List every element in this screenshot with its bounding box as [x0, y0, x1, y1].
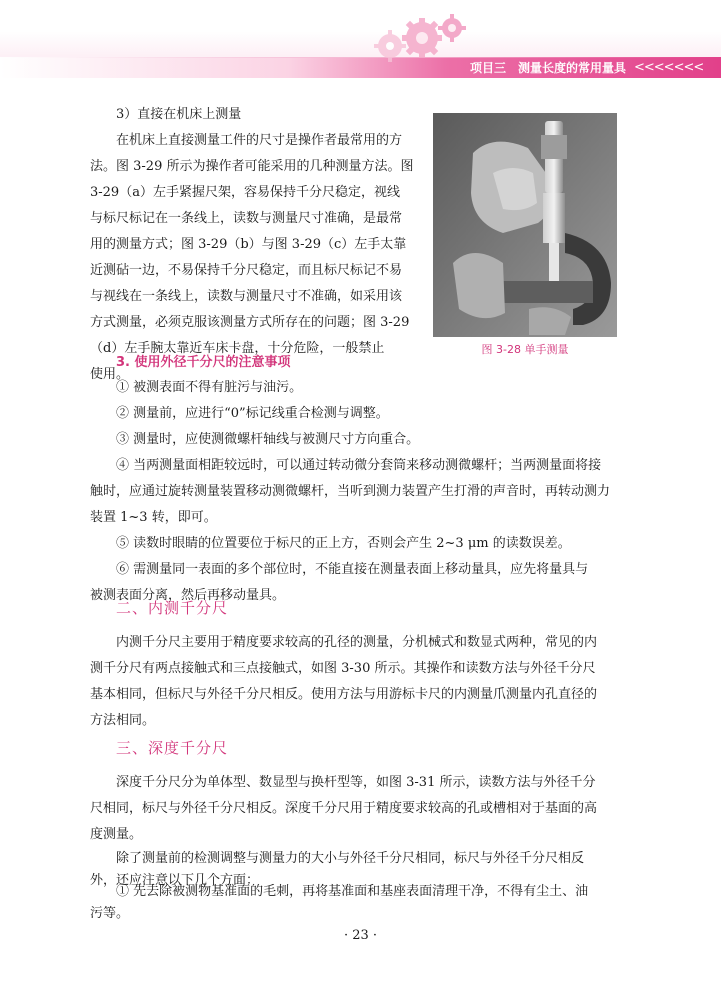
depth-paragraph-3 [90, 881, 635, 925]
text-line: 内测千分尺主要用于精度要求较高的孔径的测量，分机械式和数显式两种，常见的内 [116, 635, 598, 650]
text-line: 法。图 3-29 所示为操作者可能采用的几种测量方法。图 [90, 159, 414, 174]
note-item-line: 被测表面分离，然后再移动量具。 [90, 588, 286, 603]
note-item-line: 装置 1~3 转，即可。 [90, 510, 217, 525]
text-line: 与标尺标记在一条线上，读数与测量尺寸准确，是最常 [90, 211, 403, 226]
text-line: 尺相同，标尺与外径千分尺相反。深度千分尺用于精度要求较高的孔或槽相对于基面的高 [90, 801, 598, 816]
note-item-line: ③ 测量时，应使测微螺杆轴线与被测尺寸方向重合。 [116, 432, 420, 447]
text-line: 方法相同。 [90, 713, 156, 728]
depth-paragraph-1 [90, 770, 635, 848]
figure-caption: 图 3-28 单手测量 [481, 343, 569, 356]
note-item-line: ② 测量前，应进行“0”标记线重合检测与调整。 [116, 406, 389, 421]
header-title [470, 58, 626, 78]
direct-measure-heading: 3）直接在机床上测量 [116, 107, 242, 122]
note-item-line: ① 被测表面不得有脏污与油污。 [116, 380, 303, 395]
micrometer-photo-image [433, 113, 617, 337]
text-line: （d）左手腕太靠近车床卡盘，十分危险，一般禁止 [90, 341, 385, 356]
note-item-line: ⑥ 需测量同一表面的多个部位时，不能直接在测量表面上移动量具，应先将量具与 [116, 562, 589, 577]
header-arrows-icon: <<<<<<< [634, 60, 704, 75]
section-depth-micrometer-title: 三、深度千分尺 [116, 739, 229, 757]
text-line: 除了测量前的检测调整与测量力的大小与外径千分尺相同，标尺与外径千分尺相反 [116, 851, 585, 866]
note-item-line: ④ 当两测量面相距较远时，可以通过转动微分套筒来移动测微螺杆；当两测量面将接 [116, 458, 602, 473]
text-line: 3-29（a）左手紧握尺架，容易保持千分尺稳定，视线 [90, 185, 400, 200]
notes-list [90, 375, 635, 609]
section-inside-micrometer-title: 二、内测千分尺 [116, 599, 229, 617]
direct-measure-paragraph [90, 128, 426, 388]
note-item-line: 触时，应通过旋转测量装置移动测微螺杆，当听到测力装置产生打滑的声音时，再转动测力 [90, 484, 611, 499]
page-number: · 23 · [343, 928, 378, 943]
gears-decoration-icon [360, 6, 470, 66]
project-label: 项目三 [470, 61, 507, 75]
text-line: 外，还应注意以下几个方面： [90, 873, 260, 888]
figure-micrometer-photo [433, 113, 617, 337]
text-line: 使用。 [90, 367, 130, 382]
note-item-line: ⑤ 读数时眼睛的位置要位于标尺的正上方，否则会产生 2~3 μm 的读数误差。 [116, 536, 571, 551]
chapter-title: 测量长度的常用量具 [518, 61, 627, 75]
text-line: 近测砧一边，不易保持千分尺稳定，而且标尺标记不易 [90, 263, 403, 278]
text-line: 测千分尺有两点接触式和三点接触式，如图 3-30 所示。其操作和读数方法与外径千分尺 [90, 661, 596, 676]
text-line: ① 先去除被测物基准面的毛刺，再将基准面和基座表面清理干净，不得有尘土、油 [116, 884, 589, 899]
text-line: 度测量。 [90, 827, 143, 842]
text-line: 深度千分尺分为单体型、数显型与换杆型等，如图 3-31 所示，读数方法与外径千分 [116, 775, 596, 790]
text-line: 方式测量，必须克服该测量方式所存在的问题；图 3-29 [90, 315, 410, 330]
text-line: 污等。 [90, 906, 130, 921]
text-line: 与视线在一条线上，读数与测量尺寸不准确，如采用该 [90, 289, 403, 304]
text-line: 在机床上直接测量工件的尺寸是操作者最常用的方 [116, 133, 403, 148]
notes-heading: 3. 使用外径千分尺的注意事项 [116, 355, 291, 370]
section-inside-micrometer-paragraph [90, 630, 635, 734]
text-line: 基本相同，但标尺与外径千分尺相反。使用方法与用游标卡尺的内测量爪测量内孔直径的 [90, 687, 598, 702]
text-line: 用的测量方式；图 3-29（b）与图 3-29（c）左手太靠 [90, 237, 407, 252]
